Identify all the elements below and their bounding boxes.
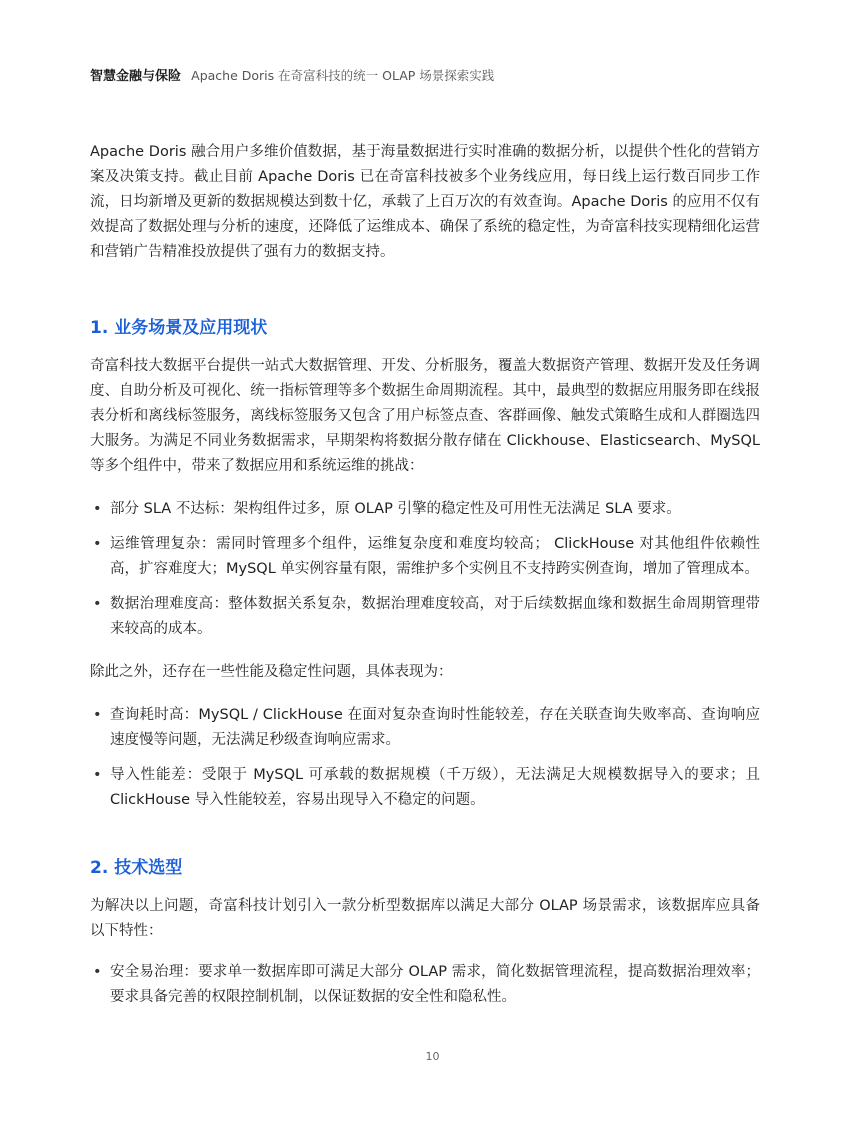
header-subtitle: Apache Doris 在奇富科技的统一 OLAP 场景探索实践 <box>191 68 495 83</box>
performance-intro-paragraph: 除此之外，还存在一些性能及稳定性问题，具体表现为： <box>90 664 453 680</box>
challenge-list <box>90 497 760 642</box>
main-content <box>90 140 760 1010</box>
list-item-text: 部分 SLA 不达标：架构组件过多，原 OLAP 引擎的稳定性及可用性无法满足 SLA 要求。 <box>110 501 681 517</box>
list-item-text: 导入性能差：受限于 MySQL 可承载的数据规模（千万级），无法满足大规模数据导入的要求；且 ClickHouse 导入性能较差，容易出现导入不稳定的问题。 <box>110 767 760 808</box>
list-item <box>90 960 760 1010</box>
section-2-paragraph: 为解决以上问题，奇富科技计划引入一款分析型数据库以满足大部分 OLAP 场景需求，该数据库应具备以下特性： <box>90 898 760 939</box>
bullet-icon: • <box>93 501 102 517</box>
requirement-list <box>90 960 760 1010</box>
section-1-heading: 1. 业务场景及应用现状 <box>90 318 268 338</box>
bullet-icon: • <box>93 536 102 552</box>
section-2-heading: 2. 技术选型 <box>90 858 183 878</box>
list-item <box>90 592 760 642</box>
section-1-paragraph: 奇富科技大数据平台提供一站式大数据管理、开发、分析服务，覆盖大数据资产管理、数据开发及任务调度、自助分析及可视化、统一指标管理等多个数据生命周期流程。其中，最典型的数据应用服务即在线报表分析和离线标签服务，离线标签服务又包含了用户标签点查、客群画像、触发式策略生成和人群圈选四大服务。为满足不同业务数据需求，早期架构将数据分散存储在 Clickhouse、Elasticsearch、MySQL 等多个组件中，带来了数据应用和系统运维的挑战： <box>90 358 760 474</box>
bullet-icon: • <box>93 707 102 723</box>
bullet-icon: • <box>93 767 102 783</box>
header-brand: 智慧金融与保险 <box>90 69 182 84</box>
bullet-icon: • <box>93 596 102 612</box>
list-item-text: 查询耗时高：MySQL / ClickHouse 在面对复杂查询时性能较差，存在关联查询失败率高、查询响应速度慢等问题，无法满足秒级查询响应需求。 <box>110 707 760 748</box>
list-item <box>90 532 760 582</box>
page-number: 10 <box>425 1050 440 1063</box>
list-item-text: 运维管理复杂：需同时管理多个组件，运维复杂度和难度均较高； ClickHouse 对其他组件依赖性高，扩容难度大；MySQL 单实例容量有限，需维护多个实例且不支持跨实例查询，增加了管理成本。 <box>110 536 760 577</box>
bullet-icon: • <box>93 964 102 980</box>
running-header <box>90 65 790 84</box>
list-item-text: 安全易治理：要求单一数据库即可满足大部分 OLAP 需求，简化数据管理流程，提高数据治理效率；要求具备完善的权限控制机制，以保证数据的安全性和隐私性。 <box>110 964 760 1005</box>
list-item <box>90 703 760 753</box>
list-item <box>90 497 760 522</box>
list-item <box>90 763 760 813</box>
performance-issue-list <box>90 703 760 813</box>
list-item-text: 数据治理难度高：整体数据关系复杂，数据治理难度较高，对于后续数据血缘和数据生命周期管理带来较高的成本。 <box>110 596 760 637</box>
intro-paragraph: Apache Doris 融合用户多维价值数据，基于海量数据进行实时准确的数据分析，以提供个性化的营销方案及决策支持。截止目前 Apache Doris 已在奇富科技被多个业务线应用，每日线上运行数百同步工作流，日均新增及更新的数据规模达到数十亿，承载了上百万次的有效查询。Apache Doris 的应用不仅有效提高了数据处理与分析的速度，还降低了运维成本、确保了系统的稳定性，为奇富科技实现精细化运营和营销广告精准投放提供了强有力的数据支持。 <box>90 144 760 260</box>
